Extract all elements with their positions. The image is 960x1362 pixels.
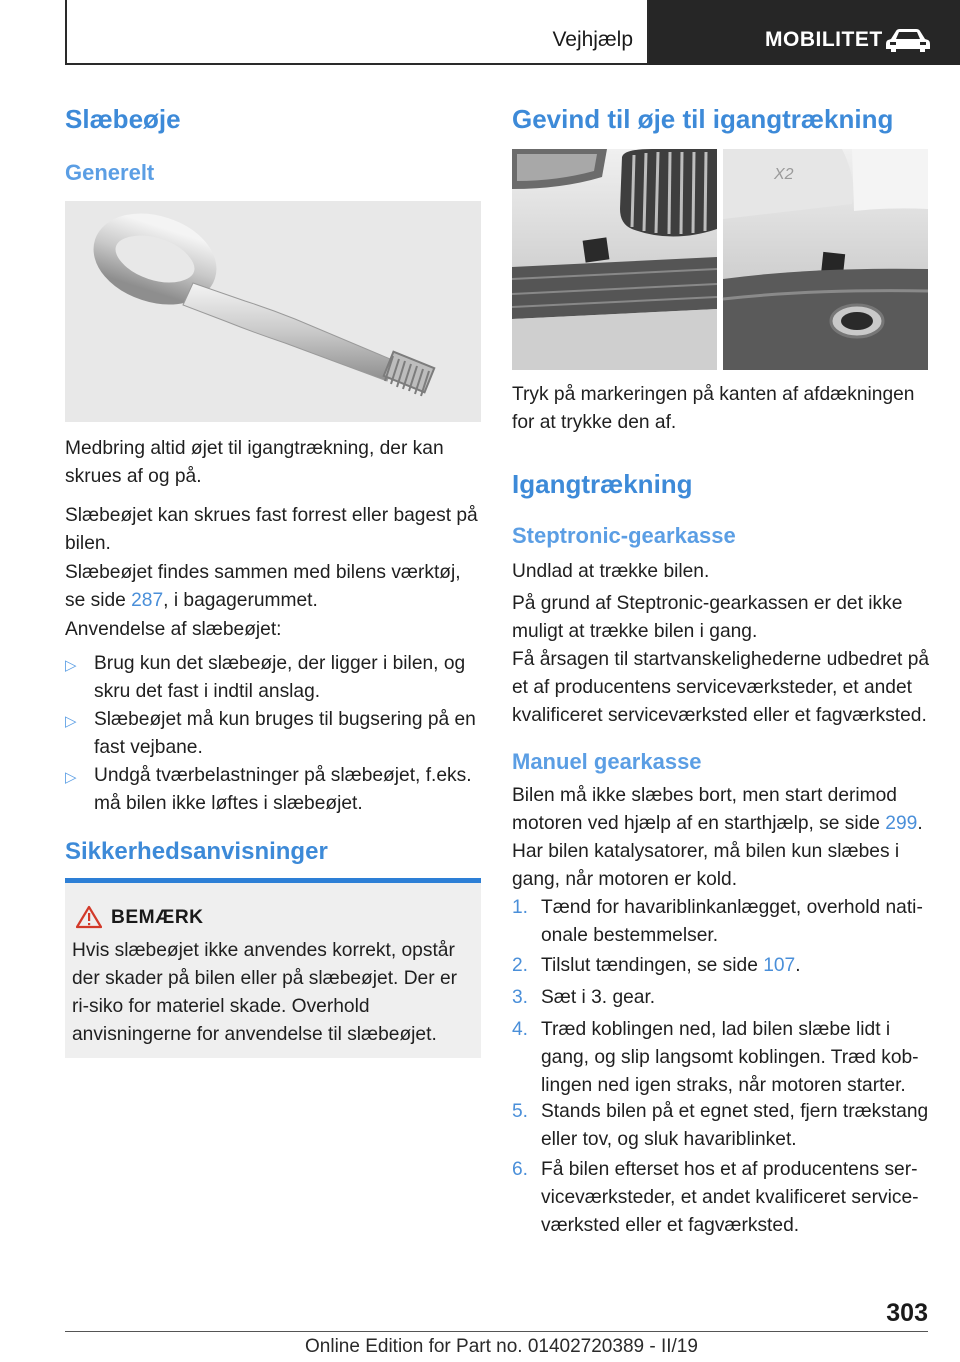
- tow-eye-image: [65, 201, 481, 422]
- header-chapter-title: MOBILITET: [765, 28, 883, 51]
- page-number: 303: [886, 1299, 928, 1327]
- list-item: 6. Få bilen efterset hos et af producentens ser-viceværksteder, et andet kvalificeret service-værksted eller et fagværksted.: [512, 1159, 919, 1236]
- paragraph-manual-intro: Bilen må ikke slæbes bort, men start derimod motoren ved hjælp af en starthjælp, se side 299. Har bilen katalysatorer, må bilen kun slæbes i gang, når motoren er kold.: [512, 785, 923, 890]
- bumper-cover-image: [512, 149, 928, 370]
- list-item: ▷ Slæbeøjet må kun bruges til bugsering på en fast vejbane.: [65, 709, 476, 758]
- subtitle-manual-gearbox: Manuel gearkasse: [512, 749, 702, 774]
- triangle-bullet-icon: ▷: [65, 769, 77, 786]
- list-item: 5. Stands bilen på et egnet sted, fjern trækstang eller tov, og sluk havariblinket.: [512, 1101, 929, 1150]
- paragraph-no-tow: Undlad at trække bilen.: [512, 561, 710, 582]
- subtitle-general: Generelt: [65, 160, 155, 185]
- section-title-tow-start: Igangtrækning: [512, 469, 693, 499]
- header-section-title: Vejhjælp: [552, 28, 633, 51]
- section-title-safety: Sikkerhedsanvisninger: [65, 838, 328, 865]
- paragraph-screw-position: Slæbeøjet kan skrues fast forrest eller bagest på bilen.: [65, 505, 478, 554]
- list-item: 1. Tænd for havariblinkanlægget, overhold nati-onale bestemmelser.: [512, 897, 923, 946]
- page-link-107[interactable]: 107: [763, 955, 796, 976]
- header-chapter-tab: [649, 0, 960, 65]
- triangle-bullet-icon: ▷: [65, 657, 77, 674]
- notice-title: BEMÆRK: [111, 907, 204, 928]
- list-item: 4. Træd koblingen ned, lad bilen slæbe lidt i gang, og slip langsomt koblingen. Træd kob-lingen ned igen straks, når motoren starter.: [512, 1019, 919, 1096]
- header-section-frame: [65, 0, 649, 65]
- car-icon: [885, 27, 931, 53]
- notice-box: [65, 878, 481, 1058]
- list-item: ▷ Brug kun det slæbeøje, der ligger i bilen, og skru det fast i indtil anslag.: [65, 653, 466, 702]
- paragraph-usage-intro: Anvendelse af slæbeøjet:: [65, 619, 282, 640]
- list-item: 2. Tilslut tændingen, se side 107.: [512, 955, 801, 976]
- footer-edition: Online Edition for Part no. 01402720389 - II/19: [305, 1336, 698, 1357]
- section-title-tow-eye: Slæbeøje: [65, 104, 181, 134]
- notice-text: Hvis slæbeøjet ikke anvendes korrekt, opstår der skader på bilen eller på slæbeøjet. Der er ri-siko for materiel skade. Overhold anvisningerne for anvendelse til slæbeøjet.: [72, 940, 458, 1045]
- footer-divider: [65, 1331, 928, 1332]
- svg-text:X2: X2: [774, 166, 794, 183]
- paragraph-repair-advice: Få årsagen til startvanskelighederne udbedret på et af producentens serviceværksteder, et andet kvalificeret serviceværksted eller et fagværksted.: [512, 649, 930, 726]
- section-title-thread: Gevind til øje til igangtrækning: [512, 104, 894, 134]
- triangle-bullet-icon: ▷: [65, 713, 77, 730]
- paragraph-steptronic-reason: På grund af Steptronic-gearkassen er det ikke muligt at trække bilen i gang.: [512, 593, 903, 642]
- paragraph-bring-eye: Medbring altid øjet til igangtrækning, der kan skrues af og på.: [65, 438, 444, 487]
- paragraph-press-marking: Tryk på markeringen på kanten af afdækningen for at trykke den af.: [512, 384, 915, 433]
- paragraph-tools-location: Slæbeøjet findes sammen med bilens værktøj, se side 287, i bagagerummet.: [65, 562, 461, 611]
- page-link-299[interactable]: 299: [885, 813, 918, 834]
- list-item: ▷ Undgå tværbelastninger på slæbeøjet, f.eks. må bilen ikke løftes i slæbeøjet.: [65, 765, 472, 814]
- subtitle-steptronic: Steptronic-gearkasse: [512, 523, 736, 548]
- warning-icon: [76, 905, 102, 929]
- page-link-287[interactable]: 287: [131, 590, 164, 611]
- list-item: 3. Sæt i 3. gear.: [512, 987, 656, 1008]
